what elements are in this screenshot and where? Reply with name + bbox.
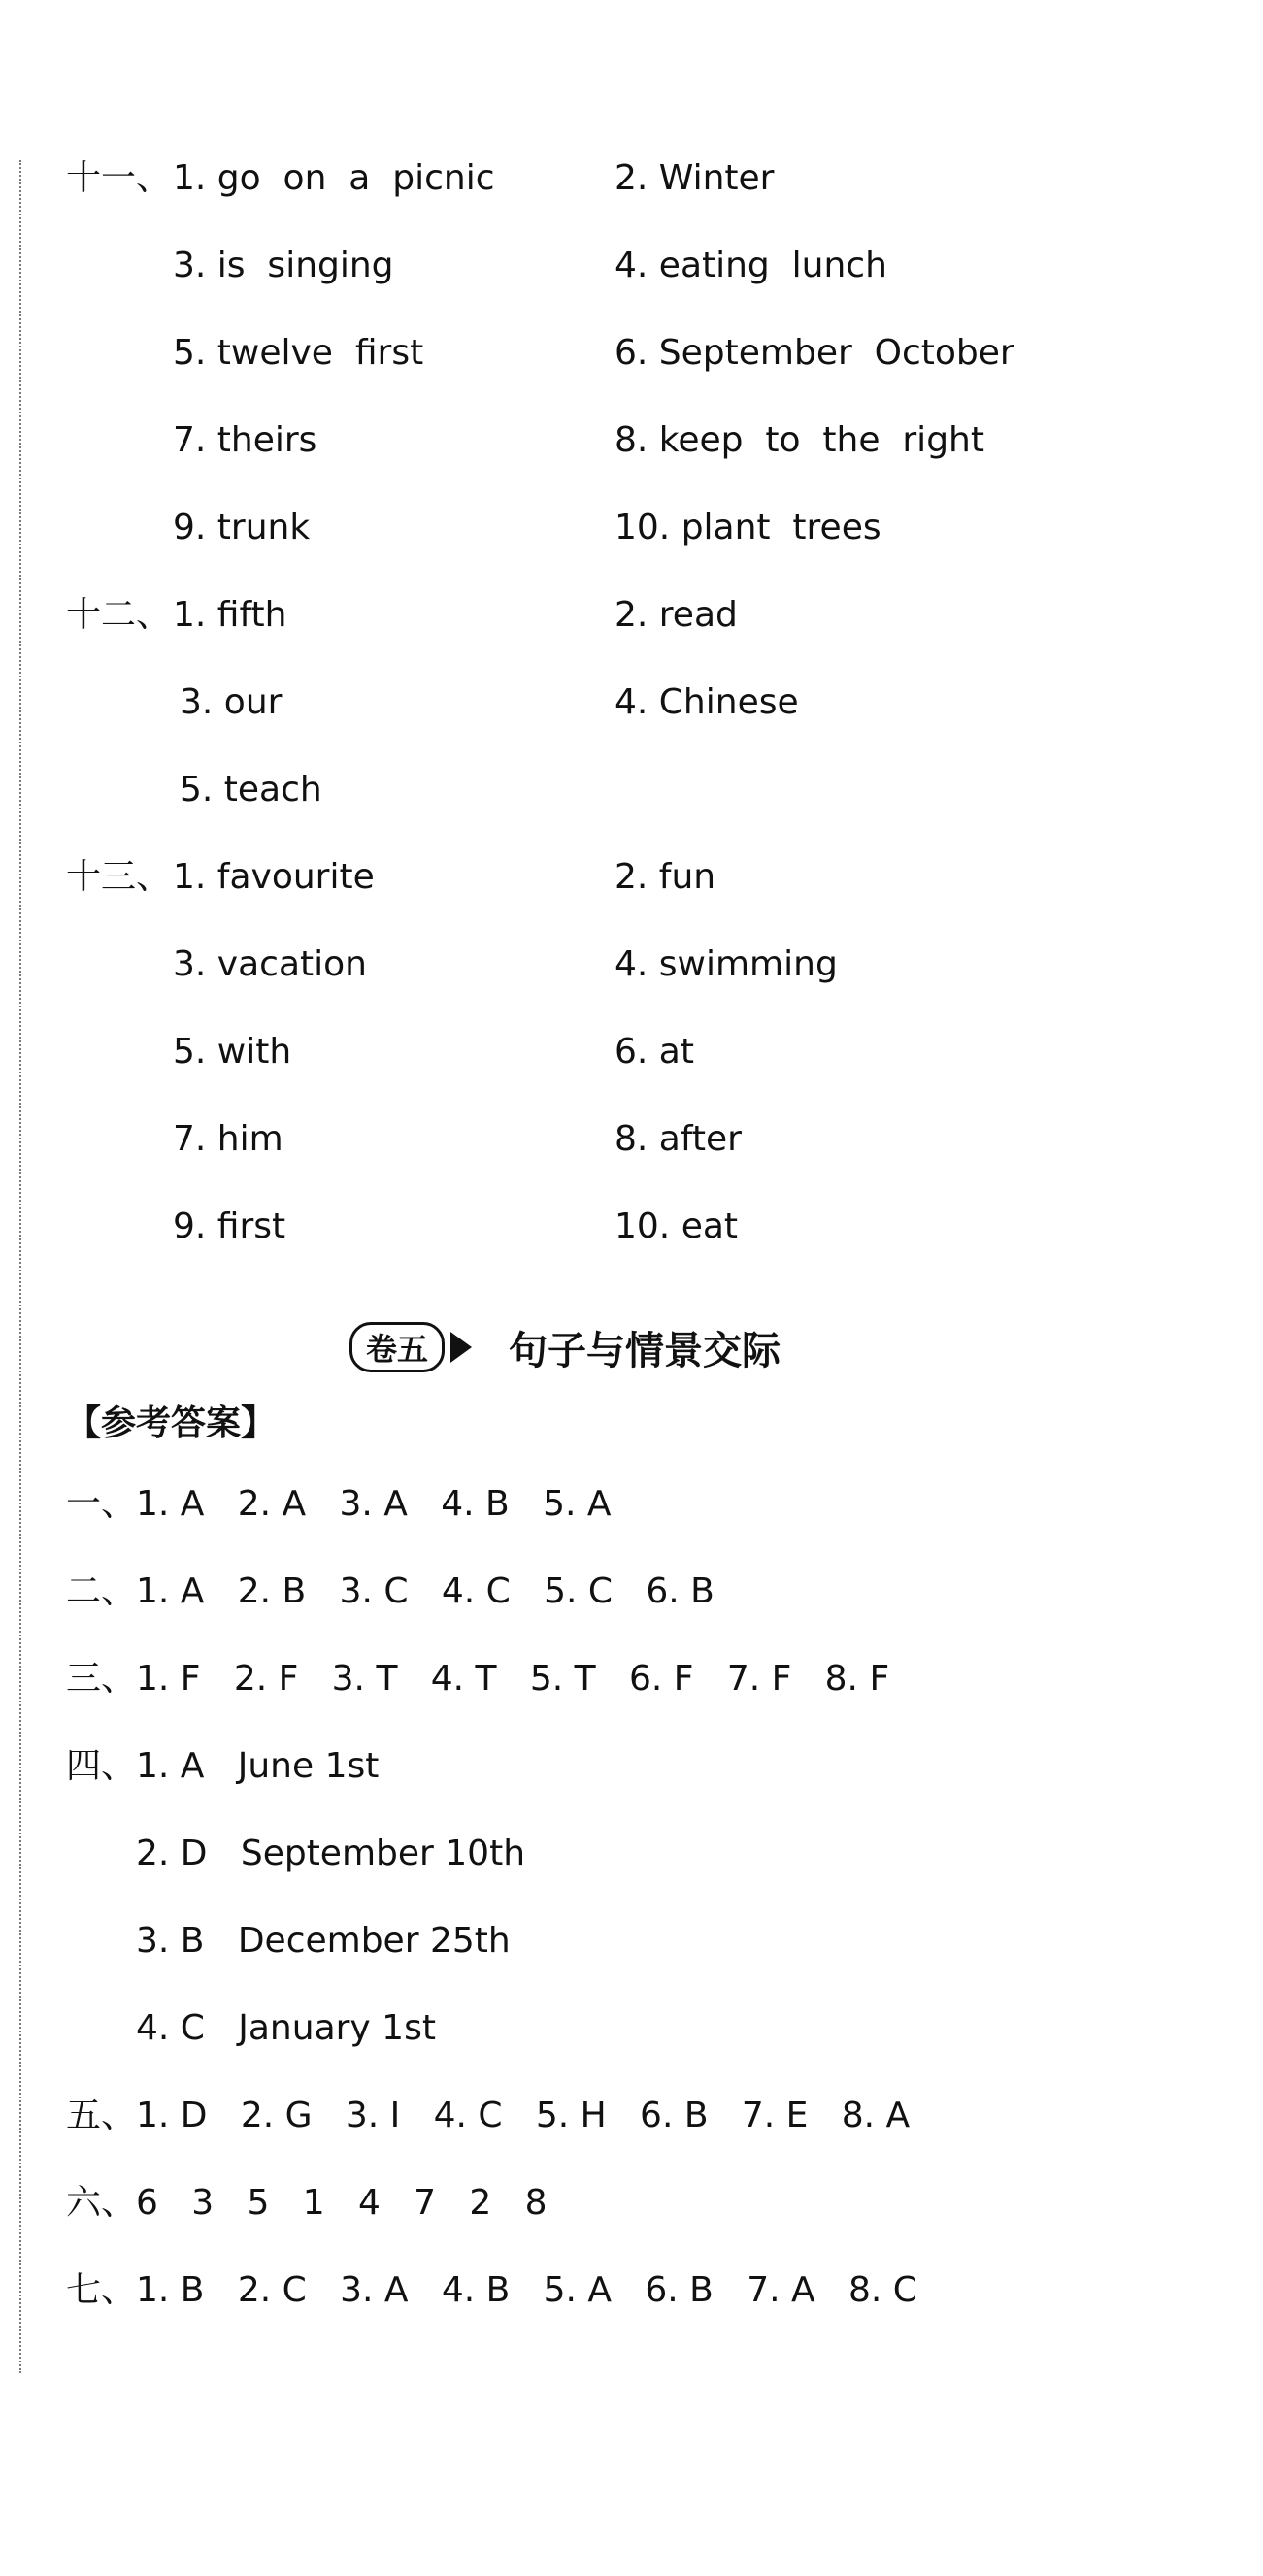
answer-item: 2. fun — [615, 857, 716, 897]
answer-item: 9. first — [173, 1206, 286, 1246]
section13-label: 十三、 — [66, 857, 172, 897]
play-arrow-icon — [450, 1332, 472, 1363]
answer-item: 2. Winter — [615, 158, 775, 198]
answer-item: 1. go on a picnic — [173, 158, 495, 198]
volume-header — [349, 1320, 781, 1374]
answer-item: 8. after — [615, 1119, 742, 1159]
answer-row: 三、1. F 2. F 3. T 4. T 5. T 6. F 7. F 8. F — [66, 1659, 890, 1699]
answer-item: 3. vacation — [173, 944, 367, 984]
answer-item: 4. Chinese — [615, 682, 799, 722]
volume-title: 句子与情景交际 — [509, 1327, 781, 1373]
answer-item: 6. September October — [615, 333, 1014, 373]
answer-item: 6. at — [615, 1032, 694, 1072]
answer-item: 2. read — [615, 595, 738, 635]
margin-dotted-line — [19, 160, 21, 2373]
answer-item: 7. theirs — [173, 420, 317, 460]
answer-row: 2. D September 10th — [136, 1833, 526, 1873]
answer-row: 七、1. B 2. C 3. A 4. B 5. A 6. B 7. A 8. C — [66, 2270, 917, 2310]
answer-row: 六、6 3 5 1 4 7 2 8 — [66, 2183, 548, 2223]
answer-row: 五、1. D 2. G 3. I 4. C 5. H 6. B 7. E 8. A — [66, 2096, 911, 2135]
answer-row: 一、1. A 2. A 3. A 4. B 5. A — [66, 1484, 612, 1524]
section12-label: 十二、 — [66, 595, 172, 635]
answer-row: 四、1. A June 1st — [66, 1746, 380, 1786]
answer-item: 3. our — [180, 682, 283, 722]
reference-answer-heading: 【参考答案】 — [66, 1403, 277, 1443]
answer-item: 10. plant trees — [615, 508, 881, 547]
answer-item: 1. favourite — [173, 857, 375, 897]
answer-item: 3. is singing — [173, 246, 394, 285]
section11-label: 十一、 — [66, 158, 172, 198]
answer-item: 4. eating lunch — [615, 246, 887, 285]
answer-item: 7. him — [173, 1119, 283, 1159]
answer-row: 二、1. A 2. B 3. C 4. C 5. C 6. B — [66, 1571, 715, 1611]
answer-row: 3. B December 25th — [136, 1921, 511, 1961]
answer-item: 4. swimming — [615, 944, 838, 984]
answer-row: 4. C January 1st — [136, 2008, 436, 2048]
answer-item: 1. fifth — [173, 595, 287, 635]
answer-item: 8. keep to the right — [615, 420, 984, 460]
answer-item: 10. eat — [615, 1206, 739, 1246]
answer-item: 9. trunk — [173, 508, 311, 547]
answer-item: 5. with — [173, 1032, 292, 1072]
answer-item: 5. twelve first — [173, 333, 424, 373]
volume-badge: 卷五 — [349, 1322, 445, 1372]
answer-item: 5. teach — [180, 770, 322, 809]
